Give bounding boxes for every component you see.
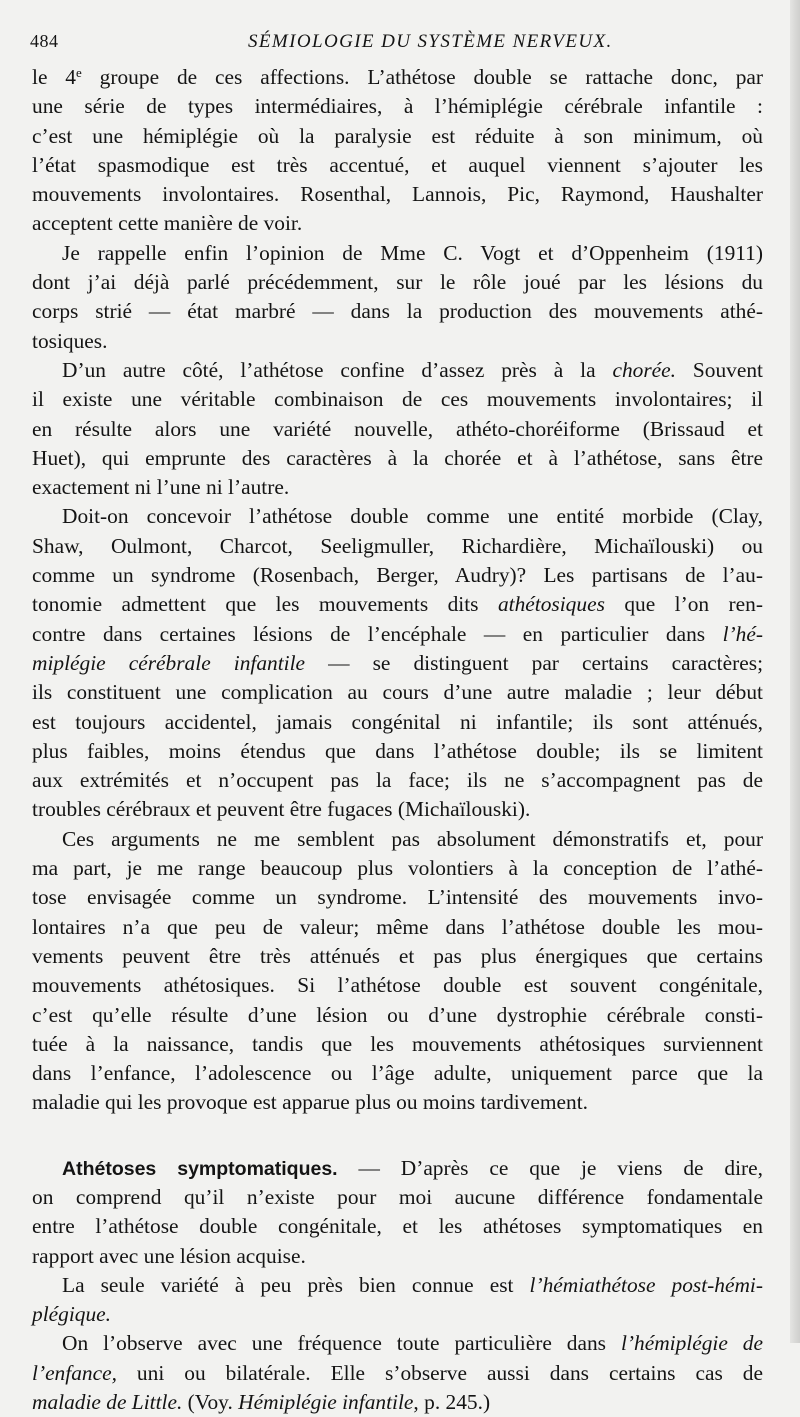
text-line	[32, 473, 763, 502]
text-run: vements peuvent être très atténués et pas plus énergiques que certains	[32, 943, 763, 968]
text-run: c’est qu’elle résulte d’une lésion ou d’une dystrophie cérébrale consti-	[32, 1002, 763, 1027]
text-line	[32, 209, 763, 238]
text-line	[32, 1183, 763, 1212]
text-run: Doit-on concevoir l’athétose double comme une entité morbide (Clay,	[62, 504, 763, 529]
text-line	[32, 532, 763, 561]
text-line	[32, 942, 763, 971]
text-run: groupe de ces affections. L’athétose double se rattache donc, par	[81, 65, 764, 89]
text-run: corps strié — état marbré — dans la production des mouvements athé-	[32, 299, 763, 324]
section-heading: Athétoses symptomatiques.	[62, 1157, 338, 1180]
text-line	[32, 92, 763, 121]
text-run: D’un autre côté, l’athétose confine d’assez près à la	[62, 357, 613, 382]
text-run: plus faibles, moins étendus que dans l’athétose double; ils se limitent	[32, 738, 763, 763]
text-line	[32, 1359, 763, 1388]
text-run: Je rappelle enfin l’opinion de Mme C. Vogt et d’Oppenheim (1911)	[62, 240, 763, 265]
text-run: est toujours accidentel, jamais congénital ni infantile; ils sont atténués,	[32, 709, 763, 734]
text-run: que l’on ren-	[604, 592, 763, 617]
text-line	[32, 356, 763, 385]
text-run: acceptent cette manière de voir.	[32, 211, 303, 236]
text-line	[32, 502, 763, 531]
text-run: maladie qui les provoque est apparue plus ou moins tardivement.	[32, 1090, 589, 1115]
text-line	[32, 180, 763, 209]
text-run: ils constituent une complication au cours d’une autre maladie ; leur début	[32, 680, 763, 705]
text-line	[32, 122, 763, 151]
text-line	[32, 971, 763, 1000]
text-line	[32, 883, 763, 912]
italic-text: athétosiques	[497, 592, 605, 617]
italic-text: maladie de Little.	[32, 1390, 183, 1415]
text-line	[32, 1388, 763, 1417]
text-line	[32, 415, 763, 444]
text-line	[32, 1329, 763, 1358]
running-head	[30, 31, 770, 57]
text-line	[32, 649, 763, 678]
italic-text: miplégie cérébrale infantile	[32, 650, 306, 675]
text-line	[32, 1088, 763, 1117]
text-run: rapport avec une lésion acquise.	[32, 1243, 306, 1268]
text-line	[32, 913, 763, 942]
text-run: une série de types intermédiaires, à l’hémiplégie cérébrale infantile :	[32, 94, 763, 119]
text-run: on comprend qu’il n’existe pour moi aucune différence fondamentale	[32, 1184, 763, 1209]
text-run: en résulte alors une variété nouvelle, athéto-choréiforme (Brissaud et	[32, 416, 763, 441]
text-run: Shaw, Oulmont, Charcot, Seeligmuller, Richardière, Michaïlouski) ou	[32, 533, 763, 558]
text-run: mouvements involontaires. Rosenthal, Lannois, Pic, Raymond, Haushalter	[32, 182, 763, 207]
text-run: tose envisagée comme un syndrome. L’intensité des mouvements invo-	[32, 885, 763, 910]
body-text	[32, 63, 763, 1417]
italic-text: l’hémiplégie de	[620, 1331, 763, 1356]
text-run: lontaires n’a que peu de valeur; même dans l’athétose double les mou-	[32, 914, 763, 939]
superscript: e	[76, 65, 82, 80]
text-run: ma part, je me range beaucoup plus volontiers à la conception de l’athé-	[32, 856, 763, 881]
text-run: mouvements athétosiques. Si l’athétose double est souvent congénitale,	[32, 973, 763, 998]
text-line	[32, 151, 763, 180]
text-line	[32, 825, 763, 854]
text-run: — se distinguent par certains caractères;	[305, 650, 764, 675]
text-line	[32, 766, 763, 795]
text-line	[32, 590, 763, 619]
text-run: entre l’athétose double congénitale, et les athétoses symptomatiques en	[32, 1214, 763, 1239]
text-line	[32, 1001, 763, 1030]
text-run: tosiques.	[32, 328, 108, 353]
text-line	[32, 268, 763, 297]
italic-text: plégique.	[32, 1302, 112, 1327]
text-run: comme un syndrome (Rosenbach, Berger, Audry)? Les partisans de l’au-	[32, 563, 763, 588]
text-line	[32, 63, 763, 92]
text-run: dont j’ai déjà parlé précédemment, sur le rôle joué par les lésions du	[32, 270, 763, 295]
text-line	[32, 327, 763, 356]
text-line	[32, 385, 763, 414]
text-run: troubles cérébraux et peuvent être fugaces (Michaïlouski).	[32, 797, 531, 822]
italic-text: l’hé-	[722, 621, 763, 646]
text-line	[32, 795, 763, 824]
text-line	[32, 1212, 763, 1241]
running-title: SÉMIOLOGIE DU SYSTÈME NERVEUX.	[248, 31, 613, 52]
text-line	[32, 239, 763, 268]
text-line	[32, 708, 763, 737]
text-run: aux extrémités et n’occupent pas la face; ils ne s’accompagnent pas de	[32, 768, 763, 793]
text-run: il existe une véritable combinaison de ces mouvements involontaires; il	[32, 387, 763, 412]
text-run: c’est une hémiplégie où la paralysie est réduite à son minimum, où	[32, 123, 763, 148]
text-line	[32, 1154, 763, 1183]
text-line	[32, 1300, 763, 1329]
text-line	[32, 854, 763, 883]
page-edge-shadow	[790, 0, 800, 1343]
text-line	[32, 561, 763, 590]
text-line	[32, 297, 763, 326]
text-run: Ces arguments ne me semblent pas absolument démonstratifs et, pour	[62, 826, 763, 851]
text-run: l’état spasmodique est très accentué, et auquel viennent s’ajouter les	[32, 152, 763, 177]
text-line	[32, 444, 763, 473]
text-run: uni ou bilatérale. Elle s’observe aussi dans certains cas de	[116, 1360, 763, 1385]
italic-text: l’enfance,	[32, 1360, 117, 1385]
text-run: tuée à la naissance, tandis que les mouvements athétosiques surviennent	[32, 1031, 763, 1056]
text-line	[32, 1242, 763, 1271]
italic-text: chorée.	[612, 357, 676, 382]
text-line	[32, 678, 763, 707]
text-line	[32, 1059, 763, 1088]
italic-text: l’hémiathétose post-hémi-	[529, 1272, 763, 1297]
text-line	[32, 737, 763, 766]
text-run: La seule variété à peu près bien connue est	[62, 1272, 530, 1297]
text-line	[32, 1271, 763, 1300]
section-gap	[32, 1118, 763, 1154]
text-run: (Voy.	[182, 1390, 239, 1415]
italic-text: Hémiplégie infantile	[238, 1390, 414, 1415]
text-run: exactement ni l’une ni l’autre.	[32, 475, 290, 500]
text-run: contre dans certaines lésions de l’encéphale — en particulier dans	[32, 621, 723, 646]
text-run: Huet), qui emprunte des caractères à la chorée et à l’athétose, sans être	[32, 445, 763, 470]
text-run: On l’observe avec une fréquence toute particulière dans	[62, 1331, 621, 1356]
text-run: — D’après ce que je viens de dire,	[337, 1155, 763, 1180]
text-run: Souvent	[676, 357, 763, 382]
text-run: le 4	[32, 65, 77, 89]
text-line	[32, 620, 763, 649]
text-run: tonomie admettent que les mouvements dits	[32, 592, 498, 617]
text-run: dans l’enfance, l’adolescence ou l’âge adulte, uniquement parce que la	[32, 1061, 763, 1086]
text-line	[32, 1030, 763, 1059]
page-number: 484	[30, 31, 59, 51]
text-run: , p. 245.)	[413, 1390, 491, 1415]
